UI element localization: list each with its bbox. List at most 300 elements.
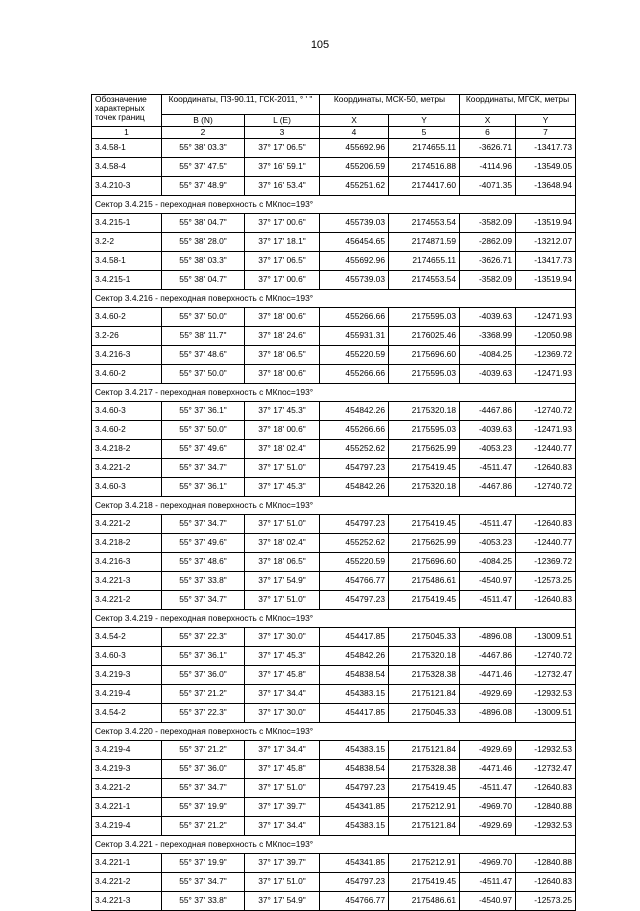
table-row <box>92 440 576 459</box>
y-msk-cell: 2175320.18 <box>389 402 460 421</box>
y-msk-cell: 2175486.61 <box>389 572 460 591</box>
longitude-cell: 37° 17' 06.5" <box>245 139 320 158</box>
y-msk-cell: 2175595.03 <box>389 421 460 440</box>
table-row <box>92 346 576 365</box>
y-mgsk-cell: -12440.77 <box>516 534 576 553</box>
point-id-cell: 3.4.215-1 <box>92 271 162 290</box>
latitude-cell: 55° 37' 50.0" <box>162 421 245 440</box>
y-mgsk-cell: -12740.72 <box>516 402 576 421</box>
latitude-cell: 55° 37' 34.7" <box>162 779 245 798</box>
latitude-cell: 55° 37' 36.0" <box>162 666 245 685</box>
point-id-cell: 3.4.221-2 <box>92 515 162 534</box>
point-id-cell: 3.4.58-4 <box>92 158 162 177</box>
x-msk-cell: 455692.96 <box>320 139 389 158</box>
x-mgsk-cell: -4969.70 <box>460 854 516 873</box>
y-msk-cell: 2174516.88 <box>389 158 460 177</box>
y-mgsk-cell: -12640.83 <box>516 591 576 610</box>
y-msk-cell: 2175419.45 <box>389 779 460 798</box>
y-msk-cell: 2175625.99 <box>389 534 460 553</box>
y-mgsk-cell: -12932.53 <box>516 817 576 836</box>
y-mgsk-cell: -13212.07 <box>516 233 576 252</box>
y-mgsk-cell: -12932.53 <box>516 685 576 704</box>
table-row <box>92 779 576 798</box>
point-id-cell: 3.4.60-3 <box>92 478 162 497</box>
column-number: 3 <box>245 127 320 139</box>
latitude-cell: 55° 38' 03.3" <box>162 252 245 271</box>
latitude-cell: 55° 38' 28.0" <box>162 233 245 252</box>
y-mgsk-cell: -12369.72 <box>516 553 576 572</box>
x-mgsk-cell: -4039.63 <box>460 365 516 384</box>
y-msk-cell: 2175320.18 <box>389 478 460 497</box>
sector-row <box>92 723 576 741</box>
x-mgsk-cell: -3368.99 <box>460 327 516 346</box>
header-msk-50-coordinates: Координаты, МСК-50, метры <box>320 95 460 115</box>
x-mgsk-cell: -4929.69 <box>460 741 516 760</box>
longitude-cell: 37° 17' 45.3" <box>245 647 320 666</box>
point-id-cell: 3.4.221-2 <box>92 591 162 610</box>
column-number: 5 <box>389 127 460 139</box>
y-msk-cell: 2174871.59 <box>389 233 460 252</box>
table-row <box>92 817 576 836</box>
x-mgsk-cell: -4467.86 <box>460 478 516 497</box>
x-mgsk-cell: -4053.23 <box>460 440 516 459</box>
sector-title: Сектор 3.4.221 - переходная поверхность с МКпос=193° <box>92 836 576 854</box>
longitude-cell: 37° 18' 06.5" <box>245 553 320 572</box>
x-mgsk-cell: -4114.96 <box>460 158 516 177</box>
y-msk-cell: 2175595.03 <box>389 365 460 384</box>
y-msk-cell: 2174553.54 <box>389 271 460 290</box>
longitude-cell: 37° 18' 06.5" <box>245 346 320 365</box>
x-mgsk-cell: -4929.69 <box>460 685 516 704</box>
header-x-mgsk: X <box>460 115 516 127</box>
longitude-cell: 37° 17' 51.0" <box>245 779 320 798</box>
table-row <box>92 271 576 290</box>
point-id-cell: 3.4.221-1 <box>92 798 162 817</box>
y-mgsk-cell: -12640.83 <box>516 873 576 892</box>
point-id-cell: 3.4.221-3 <box>92 892 162 911</box>
table-row <box>92 741 576 760</box>
longitude-cell: 37° 17' 54.9" <box>245 572 320 591</box>
x-mgsk-cell: -4467.86 <box>460 647 516 666</box>
x-mgsk-cell: -4039.63 <box>460 308 516 327</box>
y-msk-cell: 2175595.03 <box>389 308 460 327</box>
longitude-cell: 37° 17' 51.0" <box>245 873 320 892</box>
x-msk-cell: 454842.26 <box>320 402 389 421</box>
longitude-cell: 37° 17' 39.7" <box>245 854 320 873</box>
x-msk-cell: 454797.23 <box>320 779 389 798</box>
x-mgsk-cell: -4540.97 <box>460 572 516 591</box>
x-mgsk-cell: -4511.47 <box>460 591 516 610</box>
header-b: B (N) <box>162 115 245 127</box>
point-id-cell: 3.4.60-3 <box>92 647 162 666</box>
point-id-cell: 3.4.221-2 <box>92 873 162 892</box>
y-mgsk-cell: -12573.25 <box>516 892 576 911</box>
x-mgsk-cell: -3626.71 <box>460 139 516 158</box>
y-mgsk-cell: -12732.47 <box>516 666 576 685</box>
table-row <box>92 177 576 196</box>
y-mgsk-cell: -13417.73 <box>516 139 576 158</box>
y-msk-cell: 2176025.46 <box>389 327 460 346</box>
y-mgsk-cell: -12640.83 <box>516 515 576 534</box>
table-row <box>92 760 576 779</box>
longitude-cell: 37° 17' 54.9" <box>245 892 320 911</box>
x-msk-cell: 454838.54 <box>320 760 389 779</box>
table-row <box>92 308 576 327</box>
y-mgsk-cell: -12740.72 <box>516 647 576 666</box>
point-id-cell: 3.2-2 <box>92 233 162 252</box>
y-mgsk-cell: -12471.93 <box>516 308 576 327</box>
latitude-cell: 55° 37' 34.7" <box>162 591 245 610</box>
table-row <box>92 534 576 553</box>
x-msk-cell: 454797.23 <box>320 873 389 892</box>
y-mgsk-cell: -12440.77 <box>516 440 576 459</box>
y-mgsk-cell: -13648.94 <box>516 177 576 196</box>
y-mgsk-cell: -12932.53 <box>516 741 576 760</box>
sector-row <box>92 497 576 515</box>
column-number: 7 <box>516 127 576 139</box>
latitude-cell: 55° 38' 04.7" <box>162 214 245 233</box>
longitude-cell: 37° 17' 30.0" <box>245 628 320 647</box>
table-row <box>92 365 576 384</box>
x-mgsk-cell: -4471.46 <box>460 760 516 779</box>
table-row <box>92 421 576 440</box>
column-number: 1 <box>92 127 162 139</box>
latitude-cell: 55° 37' 49.6" <box>162 534 245 553</box>
table-row <box>92 892 576 911</box>
x-msk-cell: 455266.66 <box>320 365 389 384</box>
longitude-cell: 37° 17' 45.8" <box>245 760 320 779</box>
sector-title: Сектор 3.4.216 - переходная поверхность с МКпос=193° <box>92 290 576 308</box>
sector-title: Сектор 3.4.218 - переходная поверхность с МКпос=193° <box>92 497 576 515</box>
table-row <box>92 459 576 478</box>
latitude-cell: 55° 37' 33.8" <box>162 572 245 591</box>
longitude-cell: 37° 17' 51.0" <box>245 459 320 478</box>
table-row <box>92 158 576 177</box>
latitude-cell: 55° 37' 36.0" <box>162 760 245 779</box>
point-id-cell: 3.4.221-2 <box>92 459 162 478</box>
latitude-cell: 55° 38' 11.7" <box>162 327 245 346</box>
y-mgsk-cell: -13519.94 <box>516 271 576 290</box>
table-row <box>92 647 576 666</box>
y-msk-cell: 2175696.60 <box>389 346 460 365</box>
y-msk-cell: 2174553.54 <box>389 214 460 233</box>
table-row <box>92 572 576 591</box>
y-mgsk-cell: -12732.47 <box>516 760 576 779</box>
y-mgsk-cell: -13417.73 <box>516 252 576 271</box>
point-id-cell: 3.4.210-3 <box>92 177 162 196</box>
latitude-cell: 55° 37' 19.9" <box>162 854 245 873</box>
y-mgsk-cell: -12471.93 <box>516 421 576 440</box>
latitude-cell: 55° 37' 50.0" <box>162 308 245 327</box>
latitude-cell: 55° 37' 19.9" <box>162 798 245 817</box>
longitude-cell: 37° 17' 34.4" <box>245 685 320 704</box>
longitude-cell: 37° 18' 00.6" <box>245 308 320 327</box>
longitude-cell: 37° 18' 00.6" <box>245 421 320 440</box>
table-row <box>92 515 576 534</box>
column-number: 6 <box>460 127 516 139</box>
latitude-cell: 55° 37' 36.1" <box>162 402 245 421</box>
point-id-cell: 3.4.219-4 <box>92 817 162 836</box>
point-id-cell: 3.4.60-2 <box>92 308 162 327</box>
latitude-cell: 55° 37' 21.2" <box>162 741 245 760</box>
y-mgsk-cell: -13009.51 <box>516 704 576 723</box>
point-id-cell: 3.4.218-2 <box>92 534 162 553</box>
x-msk-cell: 455692.96 <box>320 252 389 271</box>
x-msk-cell: 455252.62 <box>320 440 389 459</box>
y-msk-cell: 2174417.60 <box>389 177 460 196</box>
longitude-cell: 37° 18' 24.6" <box>245 327 320 346</box>
y-mgsk-cell: -12050.98 <box>516 327 576 346</box>
x-mgsk-cell: -4053.23 <box>460 534 516 553</box>
table-row <box>92 873 576 892</box>
point-id-cell: 3.4.60-2 <box>92 365 162 384</box>
sector-title: Сектор 3.4.219 - переходная поверхность с МКпос=193° <box>92 610 576 628</box>
header-l: L (E) <box>245 115 320 127</box>
y-mgsk-cell: -12471.93 <box>516 365 576 384</box>
y-mgsk-cell: -12573.25 <box>516 572 576 591</box>
point-id-cell: 3.4.54-2 <box>92 704 162 723</box>
y-msk-cell: 2174655.11 <box>389 139 460 158</box>
x-msk-cell: 455739.03 <box>320 214 389 233</box>
x-mgsk-cell: -4084.25 <box>460 553 516 572</box>
x-mgsk-cell: -4039.63 <box>460 421 516 440</box>
table-row <box>92 478 576 497</box>
longitude-cell: 37° 17' 00.6" <box>245 214 320 233</box>
table-row <box>92 798 576 817</box>
longitude-cell: 37° 17' 45.3" <box>245 478 320 497</box>
latitude-cell: 55° 37' 21.2" <box>162 817 245 836</box>
y-mgsk-cell: -12740.72 <box>516 478 576 497</box>
latitude-cell: 55° 37' 22.3" <box>162 628 245 647</box>
x-msk-cell: 455931.31 <box>320 327 389 346</box>
x-mgsk-cell: -4071.35 <box>460 177 516 196</box>
y-mgsk-cell: -13549.05 <box>516 158 576 177</box>
y-msk-cell: 2175121.84 <box>389 741 460 760</box>
latitude-cell: 55° 37' 33.8" <box>162 892 245 911</box>
x-msk-cell: 454383.15 <box>320 685 389 704</box>
y-msk-cell: 2175328.38 <box>389 666 460 685</box>
table-row <box>92 553 576 572</box>
longitude-cell: 37° 17' 39.7" <box>245 798 320 817</box>
point-id-cell: 3.4.216-3 <box>92 553 162 572</box>
point-id-cell: 3.4.221-3 <box>92 572 162 591</box>
sector-row <box>92 290 576 308</box>
table-row <box>92 666 576 685</box>
point-id-cell: 3.4.219-4 <box>92 741 162 760</box>
x-msk-cell: 455252.62 <box>320 534 389 553</box>
point-id-cell: 3.2-26 <box>92 327 162 346</box>
x-mgsk-cell: -4896.08 <box>460 704 516 723</box>
x-msk-cell: 454341.85 <box>320 798 389 817</box>
x-msk-cell: 454797.23 <box>320 515 389 534</box>
longitude-cell: 37° 16' 59.1" <box>245 158 320 177</box>
y-msk-cell: 2175328.38 <box>389 760 460 779</box>
coordinates-table <box>91 94 576 911</box>
x-msk-cell: 454842.26 <box>320 478 389 497</box>
y-mgsk-cell: -12640.83 <box>516 779 576 798</box>
x-mgsk-cell: -3626.71 <box>460 252 516 271</box>
table-row <box>92 591 576 610</box>
table-row <box>92 214 576 233</box>
longitude-cell: 37° 17' 51.0" <box>245 591 320 610</box>
longitude-cell: 37° 17' 34.4" <box>245 817 320 836</box>
header-y-msk: Y <box>389 115 460 127</box>
y-msk-cell: 2175121.84 <box>389 817 460 836</box>
x-msk-cell: 454383.15 <box>320 741 389 760</box>
header-x-msk: X <box>320 115 389 127</box>
x-mgsk-cell: -4896.08 <box>460 628 516 647</box>
latitude-cell: 55° 37' 22.3" <box>162 704 245 723</box>
longitude-cell: 37° 16' 53.4" <box>245 177 320 196</box>
latitude-cell: 55° 37' 21.2" <box>162 685 245 704</box>
column-number: 2 <box>162 127 245 139</box>
point-id-cell: 3.4.216-3 <box>92 346 162 365</box>
longitude-cell: 37° 17' 45.3" <box>245 402 320 421</box>
latitude-cell: 55° 37' 48.6" <box>162 346 245 365</box>
x-mgsk-cell: -4511.47 <box>460 515 516 534</box>
x-mgsk-cell: -4511.47 <box>460 459 516 478</box>
y-msk-cell: 2175121.84 <box>389 685 460 704</box>
x-msk-cell: 454766.77 <box>320 572 389 591</box>
y-msk-cell: 2175045.33 <box>389 628 460 647</box>
page-number: 105 <box>310 39 330 51</box>
table-row <box>92 854 576 873</box>
longitude-cell: 37° 17' 06.5" <box>245 252 320 271</box>
x-msk-cell: 454341.85 <box>320 854 389 873</box>
x-mgsk-cell: -4471.46 <box>460 666 516 685</box>
x-msk-cell: 455251.62 <box>320 177 389 196</box>
sector-title: Сектор 3.4.220 - переходная поверхность с МКпос=193° <box>92 723 576 741</box>
x-mgsk-cell: -4511.47 <box>460 873 516 892</box>
latitude-cell: 55° 38' 03.3" <box>162 139 245 158</box>
x-msk-cell: 455266.66 <box>320 308 389 327</box>
x-msk-cell: 455220.59 <box>320 346 389 365</box>
table-row <box>92 685 576 704</box>
latitude-cell: 55° 37' 50.0" <box>162 365 245 384</box>
point-id-cell: 3.4.221-1 <box>92 854 162 873</box>
x-msk-cell: 454383.15 <box>320 817 389 836</box>
point-id-cell: 3.4.215-1 <box>92 214 162 233</box>
point-id-cell: 3.4.54-2 <box>92 628 162 647</box>
sector-row <box>92 384 576 402</box>
y-msk-cell: 2175419.45 <box>389 515 460 534</box>
y-msk-cell: 2175212.91 <box>389 798 460 817</box>
sector-title: Сектор 3.4.217 - переходная поверхность с МКпос=193° <box>92 384 576 402</box>
column-number: 4 <box>320 127 389 139</box>
y-msk-cell: 2175045.33 <box>389 704 460 723</box>
x-msk-cell: 454797.23 <box>320 459 389 478</box>
x-msk-cell: 455739.03 <box>320 271 389 290</box>
longitude-cell: 37° 17' 30.0" <box>245 704 320 723</box>
point-id-cell: 3.4.58-1 <box>92 139 162 158</box>
header-mgsk-coordinates: Координаты, МГСК, метры <box>460 95 576 115</box>
x-msk-cell: 454417.85 <box>320 628 389 647</box>
point-id-cell: 3.4.219-4 <box>92 685 162 704</box>
y-msk-cell: 2175212.91 <box>389 854 460 873</box>
sector-row <box>92 610 576 628</box>
longitude-cell: 37° 18' 02.4" <box>245 440 320 459</box>
x-mgsk-cell: -4467.86 <box>460 402 516 421</box>
x-msk-cell: 455206.59 <box>320 158 389 177</box>
x-mgsk-cell: -3582.09 <box>460 214 516 233</box>
longitude-cell: 37° 18' 02.4" <box>245 534 320 553</box>
latitude-cell: 55° 37' 36.1" <box>162 647 245 666</box>
y-msk-cell: 2175419.45 <box>389 459 460 478</box>
x-msk-cell: 454417.85 <box>320 704 389 723</box>
table-row <box>92 233 576 252</box>
table-row <box>92 704 576 723</box>
y-msk-cell: 2175696.60 <box>389 553 460 572</box>
header-pz-90-coordinates: Координаты, ПЗ-90.11, ГСК-2011, ° ' " <box>162 95 320 115</box>
latitude-cell: 55° 38' 04.7" <box>162 271 245 290</box>
y-msk-cell: 2175419.45 <box>389 873 460 892</box>
x-mgsk-cell: -2862.09 <box>460 233 516 252</box>
longitude-cell: 37° 17' 51.0" <box>245 515 320 534</box>
x-mgsk-cell: -4540.97 <box>460 892 516 911</box>
latitude-cell: 55° 37' 34.7" <box>162 459 245 478</box>
x-msk-cell: 455266.66 <box>320 421 389 440</box>
latitude-cell: 55° 37' 49.6" <box>162 440 245 459</box>
x-mgsk-cell: -4511.47 <box>460 779 516 798</box>
header-y-mgsk: Y <box>516 115 576 127</box>
table-row <box>92 327 576 346</box>
longitude-cell: 37° 17' 34.4" <box>245 741 320 760</box>
table-row <box>92 252 576 271</box>
y-msk-cell: 2175419.45 <box>389 591 460 610</box>
longitude-cell: 37° 18' 00.6" <box>245 365 320 384</box>
y-mgsk-cell: -12369.72 <box>516 346 576 365</box>
sector-title: Сектор 3.4.215 - переходная поверхность с МКпос=193° <box>92 196 576 214</box>
point-id-cell: 3.4.221-2 <box>92 779 162 798</box>
column-number-row <box>92 127 576 139</box>
x-msk-cell: 454838.54 <box>320 666 389 685</box>
x-mgsk-cell: -3582.09 <box>460 271 516 290</box>
x-mgsk-cell: -4929.69 <box>460 817 516 836</box>
table-row <box>92 628 576 647</box>
y-msk-cell: 2175486.61 <box>389 892 460 911</box>
y-mgsk-cell: -12840.88 <box>516 854 576 873</box>
latitude-cell: 55° 37' 48.9" <box>162 177 245 196</box>
y-mgsk-cell: -13519.94 <box>516 214 576 233</box>
x-msk-cell: 454766.77 <box>320 892 389 911</box>
x-msk-cell: 454842.26 <box>320 647 389 666</box>
header-designation: Обозначение характерных точек границ <box>92 95 162 127</box>
point-id-cell: 3.4.60-2 <box>92 421 162 440</box>
latitude-cell: 55° 37' 34.7" <box>162 515 245 534</box>
point-id-cell: 3.4.218-2 <box>92 440 162 459</box>
latitude-cell: 55° 37' 47.5" <box>162 158 245 177</box>
point-id-cell: 3.4.219-3 <box>92 666 162 685</box>
point-id-cell: 3.4.58-1 <box>92 252 162 271</box>
point-id-cell: 3.4.219-3 <box>92 760 162 779</box>
y-msk-cell: 2175625.99 <box>389 440 460 459</box>
sector-row <box>92 836 576 854</box>
table-row <box>92 402 576 421</box>
table-body <box>92 139 576 911</box>
x-msk-cell: 455220.59 <box>320 553 389 572</box>
y-mgsk-cell: -12640.83 <box>516 459 576 478</box>
y-mgsk-cell: -12840.88 <box>516 798 576 817</box>
y-msk-cell: 2174655.11 <box>389 252 460 271</box>
longitude-cell: 37° 17' 00.6" <box>245 271 320 290</box>
latitude-cell: 55° 37' 36.1" <box>162 478 245 497</box>
point-id-cell: 3.4.60-3 <box>92 402 162 421</box>
x-mgsk-cell: -4969.70 <box>460 798 516 817</box>
y-msk-cell: 2175320.18 <box>389 647 460 666</box>
latitude-cell: 55° 37' 34.7" <box>162 873 245 892</box>
longitude-cell: 37° 17' 18.1" <box>245 233 320 252</box>
x-mgsk-cell: -4084.25 <box>460 346 516 365</box>
